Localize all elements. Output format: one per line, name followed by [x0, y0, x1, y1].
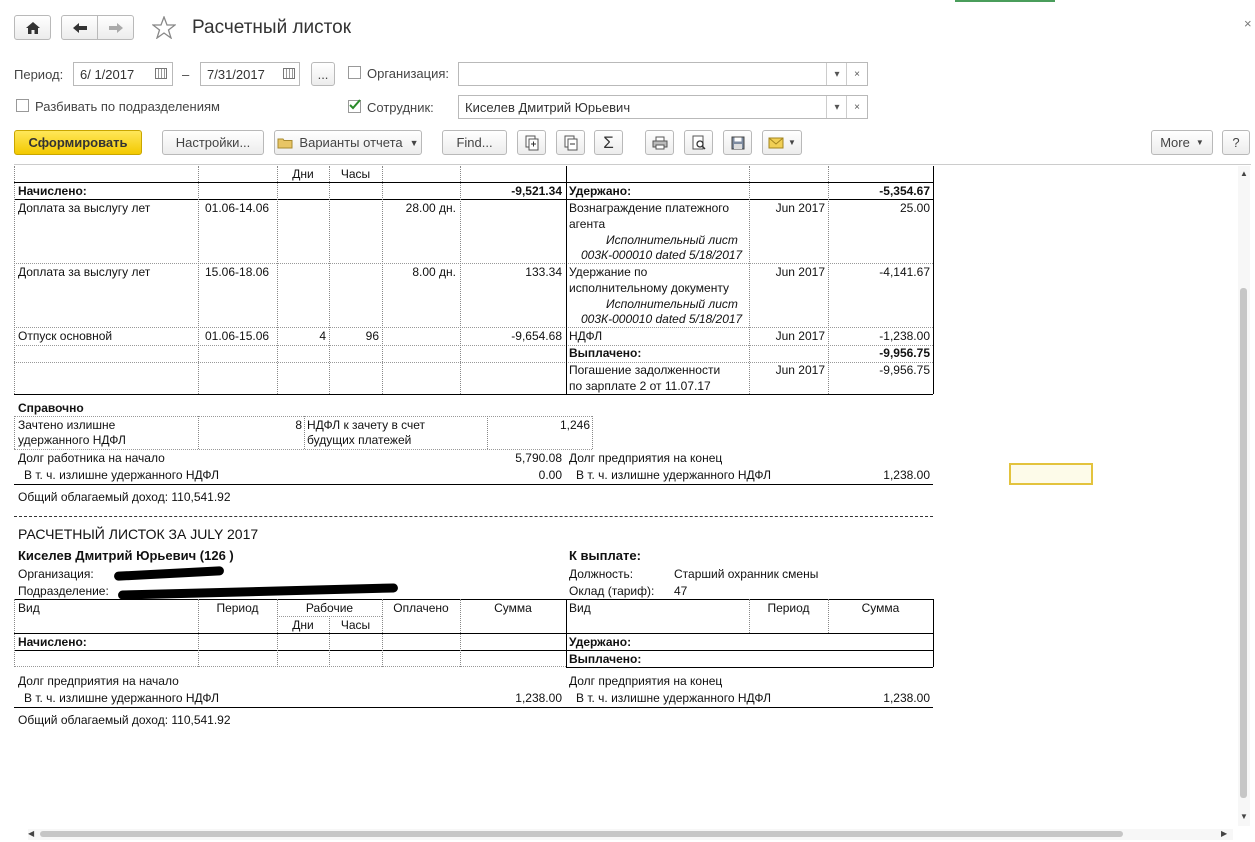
payment-sum: -9,956.75	[879, 363, 930, 377]
withholding-name: Удержание по	[569, 265, 648, 279]
send-email-button[interactable]	[762, 130, 802, 155]
accrual-period: 01.06-15.06	[205, 329, 270, 343]
july-payslip-title: РАСЧЕТНЫЙ ЛИСТОК ЗА JULY 2017	[18, 526, 259, 542]
find-button[interactable]: Find...	[442, 130, 507, 155]
column-paid: Оплачено	[393, 601, 449, 615]
july-taxable-income: Общий облагаемый доход: 110,541.92	[18, 713, 231, 727]
horizontal-scrollbar[interactable]	[28, 829, 1233, 840]
tab-indicator	[955, 0, 1055, 2]
payment-period: Jun 2017	[775, 363, 825, 377]
close-icon[interactable]: ×	[1244, 16, 1252, 31]
scrollbar-thumb[interactable]	[40, 831, 1123, 837]
incl-ndfl-value: 0.00	[538, 468, 562, 482]
date-dash: –	[182, 67, 190, 82]
employee-debt-start-label: Долг работника на начало	[18, 451, 165, 465]
arrow-right-icon	[108, 22, 124, 34]
expand-groups-icon	[525, 135, 539, 151]
withholding-name: Вознаграждение платежного	[569, 201, 730, 215]
report-sheet[interactable]	[14, 166, 1237, 826]
withholding-note-line2: 003К-000010 dated 5/18/2017	[581, 248, 743, 262]
accrual-sum: 133.34	[525, 265, 562, 279]
withholding-period: Jun 2017	[775, 265, 825, 279]
collapse-groups-button[interactable]	[556, 130, 585, 155]
july-accrued-label: Начислено:	[18, 635, 87, 649]
date-from-field[interactable]: 6/ 1/2017	[73, 62, 173, 86]
july-incl-ndfl-label-2: В т. ч. излишне удержанного НДФЛ	[576, 691, 771, 705]
ref-future-label-line2: будущих платежей	[307, 433, 412, 447]
position-label: Должность:	[569, 567, 634, 581]
employee-field[interactable]: Киселев Дмитрий Юрьевич	[458, 95, 868, 119]
column-period: Период	[216, 601, 259, 615]
reference-heading: Справочно	[18, 401, 84, 415]
employee-label: Сотрудник:	[367, 100, 434, 115]
ref-future-label: НДФЛ к зачету в счет	[307, 418, 426, 432]
chevron-down-icon: ▼	[1195, 138, 1204, 147]
scroll-left-icon[interactable]: ◀	[28, 829, 35, 838]
column-type: Вид	[18, 601, 40, 615]
accrued-label: Начислено:	[18, 184, 87, 198]
report-variants-button[interactable]: Варианты отчета ▼	[274, 130, 422, 155]
withholding-note-line2: 003К-000010 dated 5/18/2017	[581, 312, 743, 326]
department-label: Подразделение:	[18, 584, 109, 598]
chevron-down-icon[interactable]: ▾	[826, 63, 847, 85]
column-hours: Часы	[340, 618, 371, 632]
withholding-note: Исполнительный лист	[606, 233, 738, 247]
withholding-sum: -1,238.00	[879, 329, 930, 343]
incl-ndfl-label: В т. ч. излишне удержанного НДФЛ	[24, 468, 219, 482]
withholding-period: Jun 2017	[775, 329, 825, 343]
july-incl-ndfl-value: 1,238.00	[515, 691, 562, 705]
withheld-total: -5,354.67	[879, 184, 930, 198]
expand-groups-button[interactable]	[517, 130, 546, 155]
favorite-star-icon[interactable]	[152, 16, 176, 42]
split-by-department-label: Разбивать по подразделениям	[35, 99, 220, 114]
employee-debt-start-value: 5,790.08	[515, 451, 562, 465]
column-days: Дни	[292, 618, 314, 632]
organization-label: Организация:	[367, 66, 450, 81]
checkmark-icon	[348, 98, 361, 111]
collapse-groups-icon	[564, 135, 578, 151]
calendar-icon[interactable]	[283, 68, 295, 79]
july-incl-ndfl-value-2: 1,238.00	[883, 691, 930, 705]
organization-label: Организация:	[18, 567, 94, 581]
column-sum-2: Сумма	[861, 601, 900, 615]
payment-name: Погашение задолженности	[569, 363, 721, 377]
print-preview-icon	[692, 135, 706, 151]
help-button[interactable]: ?	[1222, 130, 1250, 155]
date-to-field[interactable]: 7/31/2017	[200, 62, 300, 86]
period-select-button[interactable]: ...	[311, 62, 335, 86]
column-period-2: Период	[767, 601, 810, 615]
scrollbar-thumb[interactable]	[1240, 288, 1247, 798]
save-disk-icon	[731, 136, 745, 150]
withholding-name-line2: исполнительному документу	[569, 281, 729, 295]
home-icon	[25, 21, 41, 35]
withholding-sum: 25.00	[899, 201, 930, 215]
accrual-period: 01.06-14.06	[205, 201, 270, 215]
preview-button[interactable]	[684, 130, 713, 155]
save-button[interactable]	[723, 130, 752, 155]
forward-button[interactable]	[97, 15, 134, 40]
july-incl-ndfl-label: В т. ч. излишне удержанного НДФЛ	[24, 691, 219, 705]
withholding-sum: -4,141.67	[879, 265, 930, 279]
accrual-paid: 28.00 дн.	[405, 201, 456, 215]
print-button[interactable]	[645, 130, 674, 155]
withholding-name-line2: агента	[569, 217, 606, 231]
july-paid-label: Выплачено:	[569, 652, 642, 666]
position-value: Старший охранник смены	[674, 567, 819, 581]
incl-ndfl-value-2: 1,238.00	[883, 468, 930, 482]
header-hours: Часы	[340, 167, 371, 181]
chevron-down-icon: ▼	[788, 138, 796, 147]
ref-future-value: 1,246	[559, 418, 590, 432]
arrow-left-icon	[72, 22, 88, 34]
envelope-icon	[768, 137, 784, 149]
salary-label: Оклад (тариф):	[569, 584, 655, 598]
sum-button[interactable]: Σ	[594, 130, 623, 155]
accrual-name: Доплата за выслугу лет	[18, 265, 151, 279]
accrual-hours: 96	[365, 329, 379, 343]
redaction-mark	[118, 583, 398, 599]
scroll-right-icon[interactable]: ▶	[1221, 829, 1228, 838]
more-button[interactable]: More ▼	[1151, 130, 1213, 155]
withholding-period: Jun 2017	[775, 201, 825, 215]
taxable-income: Общий облагаемый доход: 110,541.92	[18, 490, 231, 504]
scroll-down-icon[interactable]: ▼	[1240, 812, 1248, 821]
report-frame	[14, 164, 1251, 165]
employee-checkbox[interactable]	[348, 100, 361, 113]
withholding-note: Исполнительный лист	[606, 297, 738, 311]
accrual-days: 4	[319, 329, 326, 343]
paid-total: -9,956.75	[879, 346, 930, 360]
ref-offset-label-line2: удержанного НДФЛ	[18, 433, 126, 447]
printer-icon	[652, 136, 668, 150]
scroll-up-icon[interactable]: ▲	[1240, 169, 1248, 178]
page-title: Расчетный листок	[192, 17, 352, 38]
folder-icon	[277, 137, 293, 149]
to-pay-label: К выплате:	[569, 548, 641, 563]
period-label: Период:	[14, 67, 64, 82]
accrual-period: 15.06-18.06	[205, 265, 270, 279]
clear-icon[interactable]: ×	[846, 96, 867, 118]
settings-button[interactable]: Настройки...	[162, 130, 264, 155]
organization-field[interactable]	[458, 62, 868, 86]
calendar-icon[interactable]	[155, 68, 167, 79]
header-days: Дни	[292, 167, 314, 181]
accrual-sum: -9,654.68	[511, 329, 562, 343]
ref-offset-label: Зачтено излишне	[18, 418, 116, 432]
generate-button[interactable]: Сформировать	[14, 130, 142, 155]
back-button[interactable]	[61, 15, 98, 40]
accrual-name: Отпуск основной	[18, 329, 113, 343]
split-by-department-checkbox[interactable]	[16, 99, 29, 112]
july-debt-end-label: Долг предприятия на конец	[569, 674, 723, 688]
incl-ndfl-label-2: В т. ч. излишне удержанного НДФЛ	[576, 468, 771, 482]
withholding-name: НДФЛ	[569, 329, 603, 343]
column-type-2: Вид	[569, 601, 591, 615]
home-button[interactable]	[14, 15, 51, 40]
chevron-down-icon[interactable]: ▾	[826, 96, 847, 118]
organization-checkbox[interactable]	[348, 66, 361, 79]
paid-label: Выплачено:	[569, 346, 642, 360]
july-debt-start-label: Долг предприятия на начало	[18, 674, 179, 688]
clear-icon[interactable]: ×	[846, 63, 867, 85]
enterprise-debt-end-label: Долг предприятия на конец	[569, 451, 723, 465]
column-working: Рабочие	[305, 601, 354, 615]
salary-value: 47	[674, 584, 688, 598]
july-withheld-label: Удержано:	[569, 635, 632, 649]
ref-offset-value: 8	[295, 418, 302, 432]
payment-name-line2: по зарплате 2 от 11.07.17	[569, 379, 711, 393]
accrual-name: Доплата за выслугу лет	[18, 201, 151, 215]
accrued-total: -9,521.34	[511, 184, 562, 198]
column-sum: Сумма	[494, 601, 532, 615]
vertical-scrollbar[interactable]	[1238, 166, 1250, 826]
accrual-paid: 8.00 дн.	[412, 265, 456, 279]
withheld-label: Удержано:	[569, 184, 632, 198]
employee-name: Киселев Дмитрий Юрьевич (126 )	[18, 548, 234, 563]
chevron-down-icon: ▼	[409, 137, 419, 148]
redaction-mark	[114, 566, 224, 581]
selected-cell[interactable]	[1009, 463, 1093, 485]
